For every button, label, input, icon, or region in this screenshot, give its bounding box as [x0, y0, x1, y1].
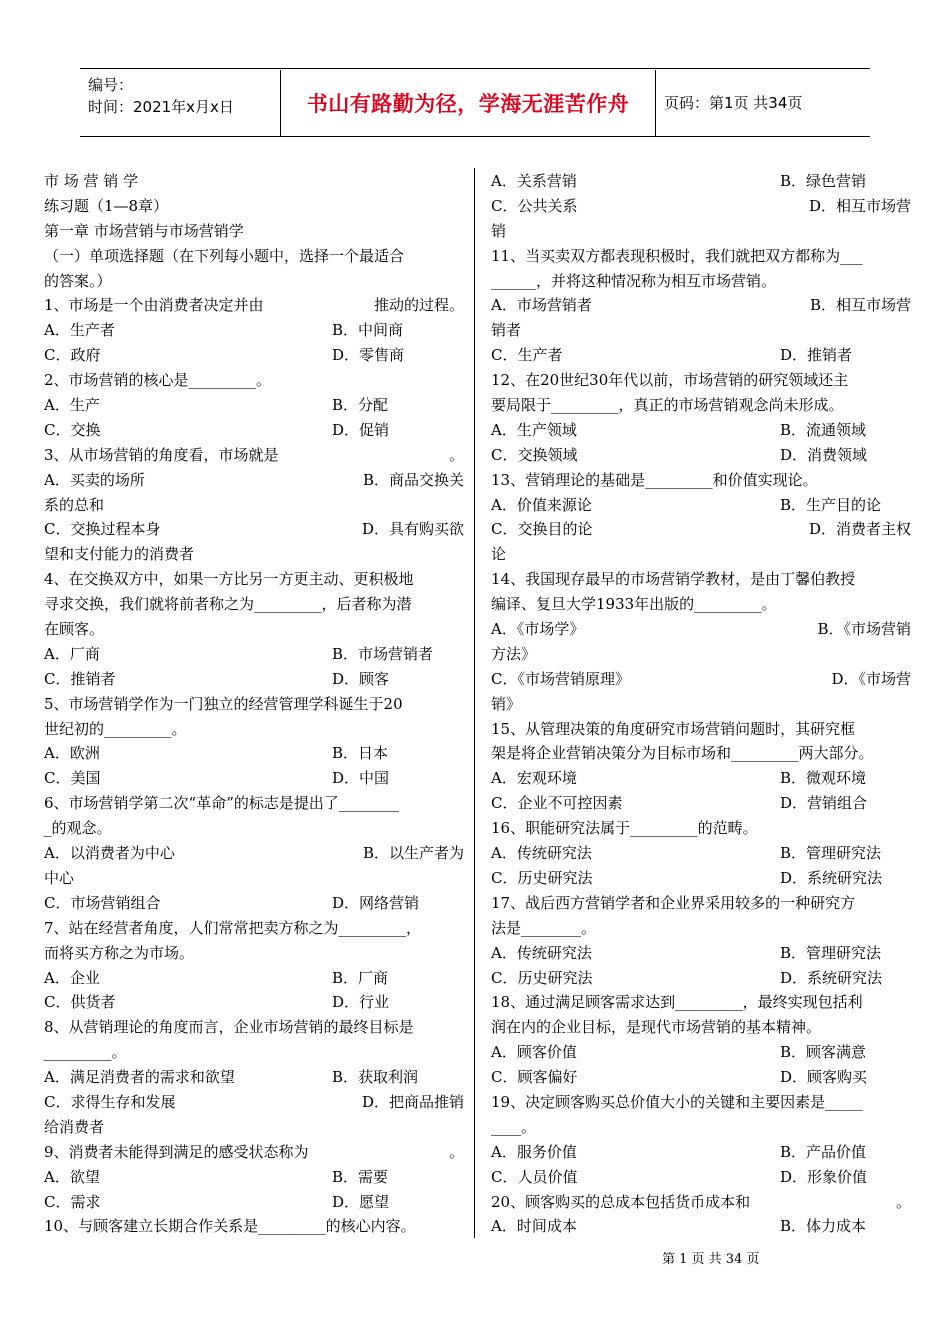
line-text: C．推销者	[44, 669, 116, 688]
left-column	[44, 169, 464, 1239]
text-line	[491, 916, 911, 941]
text-line	[491, 418, 911, 443]
text-line	[44, 567, 464, 592]
text-line	[44, 1065, 464, 1090]
line-text: C．交换目的论	[491, 520, 593, 539]
line-text: A．厂商	[44, 644, 100, 663]
text-line	[491, 617, 911, 642]
text-line	[44, 393, 464, 418]
option-text: D．中国	[332, 769, 390, 788]
text-line	[491, 592, 911, 617]
option-text: B．需要	[332, 1167, 389, 1186]
option-text: B．管理研究法	[780, 844, 882, 863]
text-line	[44, 293, 464, 318]
line-text: C．美国	[44, 769, 101, 788]
option-text: D．顾客购买	[780, 1068, 868, 1087]
line-text: A．企业	[44, 968, 100, 987]
line-text: C．顾客偏好	[491, 1068, 578, 1087]
option-text-right: B．相互市场营	[809, 296, 911, 315]
line-text: A．传统研究法	[491, 844, 592, 863]
text-line	[44, 966, 464, 991]
option-text-right: D．具有购买欲	[361, 520, 464, 539]
text-line	[491, 468, 911, 493]
text-line	[491, 318, 911, 343]
text-line	[44, 443, 464, 468]
line-text: 11、当买卖双方都表现积极时，我们就把双方都称为___	[491, 246, 863, 265]
line-text: 7、站在经营者角度，人们常常把卖方称之为_________，	[44, 918, 422, 937]
option-text-right: B．《市场营销	[817, 620, 911, 639]
text-line	[44, 692, 464, 717]
text-line	[44, 169, 464, 194]
text-line	[44, 1040, 464, 1065]
text-line	[491, 667, 911, 692]
option-text: D．愿望	[332, 1192, 390, 1211]
line-text: 12、在20世纪30年代以前，市场营销的研究领域还主	[491, 371, 849, 390]
text-line	[44, 841, 464, 866]
option-text-right: D．把商品推销	[361, 1092, 464, 1111]
text-line	[491, 791, 911, 816]
page-footer: 第 1 页 共 34 页	[662, 1252, 760, 1267]
text-line	[44, 517, 464, 542]
text-line	[491, 244, 911, 269]
line-text: 8、从营销理论的角度而言，企业市场营销的最终目标是	[44, 1018, 414, 1037]
text-line	[491, 1015, 911, 1040]
line-text: 销》	[491, 694, 522, 713]
option-text-right: 推动的过程。	[373, 296, 464, 315]
option-text: D．促销	[332, 420, 390, 439]
text-line	[44, 891, 464, 916]
text-line	[44, 990, 464, 1015]
line-text: A．关系营销	[491, 172, 577, 190]
option-text: B．产品价值	[780, 1142, 867, 1161]
text-line	[491, 1190, 911, 1215]
header-page-info: 页码：第1页 共34页	[664, 94, 803, 112]
text-line	[44, 343, 464, 368]
line-text: 要局限于_________，真正的市场营销观念尚未形成。	[491, 396, 844, 415]
option-text: D．系统研究法	[780, 868, 883, 887]
text-line	[491, 1065, 911, 1090]
line-text: 10、与顾客建立长期合作关系是_________的核心内容。	[44, 1217, 416, 1236]
option-text-right: D．相互市场营	[808, 196, 911, 215]
line-text: A．欲望	[44, 1167, 100, 1186]
line-text: C．人员价值	[491, 1167, 578, 1186]
line-text: 3、从市场营销的角度看，市场就是	[44, 445, 279, 464]
text-line	[491, 269, 911, 294]
text-line	[491, 393, 911, 418]
option-text: B．流通领域	[780, 420, 867, 439]
text-line	[491, 443, 911, 468]
option-text: D．行业	[332, 993, 390, 1012]
option-text: D．零售商	[332, 346, 405, 365]
line-text: 系的总和	[44, 495, 105, 514]
text-line	[491, 293, 911, 318]
text-line	[491, 1040, 911, 1065]
text-line	[491, 1140, 911, 1165]
line-text: A．市场营销者	[491, 296, 592, 315]
line-text: 论	[491, 545, 507, 564]
option-text: D．推销者	[780, 346, 853, 365]
text-line	[44, 1214, 464, 1239]
line-text: A．生产者	[44, 321, 115, 340]
line-text: _的观念。	[44, 819, 112, 838]
line-text: C．交换	[44, 420, 101, 439]
text-line	[491, 741, 911, 766]
option-text: B．绿色营销	[780, 172, 867, 190]
doc-time-label: 时间：2021年x月x日	[88, 98, 234, 116]
line-text: 而将买方称之为市场。	[44, 943, 195, 962]
text-line	[44, 368, 464, 393]
text-line	[44, 1165, 464, 1190]
text-line	[491, 493, 911, 518]
option-text: D．消费领域	[780, 445, 868, 464]
text-line	[44, 916, 464, 941]
option-text: D．网络营销	[332, 893, 420, 912]
line-text: C．历史研究法	[491, 868, 593, 887]
text-line	[44, 741, 464, 766]
text-line	[491, 368, 911, 393]
text-line	[491, 990, 911, 1015]
line-text: 练习题（1—8章）	[44, 196, 169, 215]
text-line	[44, 866, 464, 891]
column-divider	[474, 168, 475, 1238]
line-text: C．求得生存和发展	[44, 1092, 176, 1111]
option-text-right: B．商品交换关	[362, 470, 464, 489]
text-line	[491, 169, 911, 194]
line-text: C．历史研究法	[491, 968, 593, 987]
text-line	[491, 841, 911, 866]
line-text: 6、市场营销学第二次“革命”的标志是提出了________	[44, 794, 399, 813]
text-line	[44, 418, 464, 443]
line-text: 9、消费者未能得到满足的感受状态称为	[44, 1142, 309, 1161]
option-text: D．形象价值	[780, 1167, 868, 1186]
text-line	[44, 642, 464, 667]
text-line	[491, 1165, 911, 1190]
text-line	[44, 1015, 464, 1040]
text-line	[491, 866, 911, 891]
line-text: 销	[491, 221, 507, 240]
option-text: B．中间商	[332, 321, 404, 340]
text-line	[44, 1190, 464, 1215]
text-line	[491, 941, 911, 966]
text-line	[491, 966, 911, 991]
line-text: C．供货者	[44, 993, 116, 1012]
line-text: 中心	[44, 868, 75, 887]
line-text: 18、通过满足顾客需求达到_________，最终实现包括利	[491, 993, 863, 1012]
line-text: C．企业不可控因素	[491, 794, 623, 813]
option-text: B．管理研究法	[780, 943, 882, 962]
line-text: 法是________。	[491, 918, 597, 937]
text-line	[491, 717, 911, 742]
line-text: A．价值来源论	[491, 495, 592, 514]
text-line	[491, 1214, 911, 1239]
option-text: B．厂商	[332, 968, 389, 987]
text-line	[491, 1090, 911, 1115]
line-text: A．买卖的场所	[44, 470, 145, 489]
text-line	[491, 567, 911, 592]
line-text: A．传统研究法	[491, 943, 592, 962]
line-text: C．公共关系	[491, 196, 578, 215]
line-text: A．欧洲	[44, 744, 100, 763]
line-text: C．生产者	[491, 346, 563, 365]
text-line	[491, 517, 911, 542]
text-line	[491, 194, 911, 219]
text-line	[44, 592, 464, 617]
option-text-right: 。	[895, 1192, 911, 1211]
text-line	[491, 891, 911, 916]
text-line	[44, 1140, 464, 1165]
text-line	[44, 468, 464, 493]
option-text-right: 。	[448, 445, 464, 464]
option-text-right: B．以生产者为	[362, 844, 464, 863]
line-text: A．时间成本	[491, 1217, 577, 1236]
text-line	[44, 667, 464, 692]
line-text: C．市场营销组合	[44, 893, 161, 912]
line-text: 5、市场营销学作为一门独立的经营管理学科诞生于20	[44, 694, 403, 713]
text-line	[44, 1090, 464, 1115]
option-text-right: D．《市场营	[831, 669, 911, 688]
line-text: 的答案。）	[44, 271, 112, 290]
line-text: 市 场 营 销 学	[44, 172, 139, 190]
text-line	[44, 269, 464, 294]
option-text-right: D．消费者主权	[808, 520, 911, 539]
header-divider-right	[655, 70, 656, 136]
line-text: A．顾客价值	[491, 1043, 577, 1062]
right-column	[491, 169, 911, 1239]
line-text: 第一章 市场营销与市场营销学	[44, 221, 244, 240]
header-meta	[88, 74, 234, 118]
doc-number-label: 编号：	[88, 76, 134, 94]
option-text: B．体力成本	[780, 1217, 867, 1236]
text-line	[491, 219, 911, 244]
text-line	[44, 816, 464, 841]
line-text: C．交换领域	[491, 445, 578, 464]
option-text-right: 。	[448, 1142, 464, 1161]
line-text: C．政府	[44, 346, 101, 365]
option-text: B．日本	[332, 744, 389, 763]
text-line	[491, 542, 911, 567]
text-line	[44, 318, 464, 343]
option-text: D．系统研究法	[780, 968, 883, 987]
text-line	[491, 816, 911, 841]
line-text: 销者	[491, 321, 522, 340]
text-line	[44, 493, 464, 518]
line-text: 编译、复旦大学1933年出版的_________。	[491, 595, 777, 614]
line-text: 4、在交换双方中，如果一方比另一方更主动、更积极地	[44, 570, 414, 589]
header-bottom-rule	[80, 136, 870, 137]
text-line	[44, 1115, 464, 1140]
line-text: A．满足消费者的需求和欲望	[44, 1068, 235, 1087]
option-text: D．顾客	[332, 669, 390, 688]
text-line	[491, 766, 911, 791]
line-text: 2、市场营销的核心是_________。	[44, 371, 272, 390]
line-text: 20、顾客购买的总成本包括货币成本和	[491, 1192, 751, 1211]
text-line	[491, 692, 911, 717]
header-motto: 书山有路勤为径，学海无涯苦作舟	[306, 92, 630, 116]
text-line	[44, 717, 464, 742]
header-top-rule	[80, 68, 870, 69]
text-line	[44, 941, 464, 966]
option-text: B．市场营销者	[332, 644, 434, 663]
line-text: 16、职能研究法属于_________的范畴。	[491, 819, 758, 838]
option-text: B．分配	[332, 396, 389, 415]
line-text: C．需求	[44, 1192, 101, 1211]
line-text: （一）单项选择题（在下列每小题中，选择一个最适合	[44, 246, 405, 265]
line-text: 架是将企业营销决策分为目标市场和_________两大部分。	[491, 744, 874, 763]
line-text: C．交换过程本身	[44, 520, 161, 539]
line-text: 寻求交换，我们就将前者称之为_________，后者称为潜	[44, 595, 412, 614]
option-text: B．微观环境	[780, 769, 867, 788]
text-line	[491, 343, 911, 368]
text-line	[44, 542, 464, 567]
line-text: _________。	[44, 1043, 127, 1062]
line-text: 给消费者	[44, 1117, 105, 1136]
line-text: ____。	[491, 1117, 537, 1136]
text-line	[491, 1115, 911, 1140]
option-text: B．获取利润	[332, 1068, 419, 1087]
line-text: 润在内的企业目标，是现代市场营销的基本精神。	[491, 1018, 822, 1037]
text-line	[44, 219, 464, 244]
text-line	[44, 244, 464, 269]
header-divider-left	[280, 70, 281, 136]
line-text: 世纪初的_________。	[44, 719, 187, 738]
option-text: D．营销组合	[780, 794, 868, 813]
line-text: 14、我国现存最早的市场营销学教材，是由丁馨伯教授	[491, 570, 856, 589]
text-line	[491, 642, 911, 667]
line-text: 17、战后西方营销学者和企业界采用较多的一种研究方	[491, 893, 856, 912]
text-line	[44, 791, 464, 816]
line-text: 15、从管理决策的角度研究市场营销问题时，其研究框	[491, 719, 856, 738]
line-text: 在顾客。	[44, 620, 105, 639]
text-line	[44, 617, 464, 642]
line-text: 1、市场是一个由消费者决定并由	[44, 296, 264, 315]
line-text: 13、营销理论的基础是_________和价值实现论。	[491, 470, 818, 489]
line-text: A．宏观环境	[491, 769, 577, 788]
line-text: A．生产领域	[491, 420, 577, 439]
line-text: C．《市场营销原理》	[491, 669, 630, 688]
line-text: A．《市场学》	[491, 620, 585, 639]
option-text: B．顾客满意	[780, 1043, 867, 1062]
text-line	[44, 194, 464, 219]
text-line	[44, 766, 464, 791]
line-text: A．以消费者为中心	[44, 844, 175, 863]
line-text: A．服务价值	[491, 1142, 577, 1161]
line-text: 望和支付能力的消费者	[44, 545, 195, 564]
line-text: A．生产	[44, 396, 100, 415]
option-text: B．生产目的论	[780, 495, 882, 514]
line-text: 方法》	[491, 644, 537, 663]
line-text: 19、决定顾客购买总价值大小的关键和主要因素是_____	[491, 1092, 863, 1111]
line-text: ______，并将这种情况称为相互市场营销。	[491, 271, 777, 290]
